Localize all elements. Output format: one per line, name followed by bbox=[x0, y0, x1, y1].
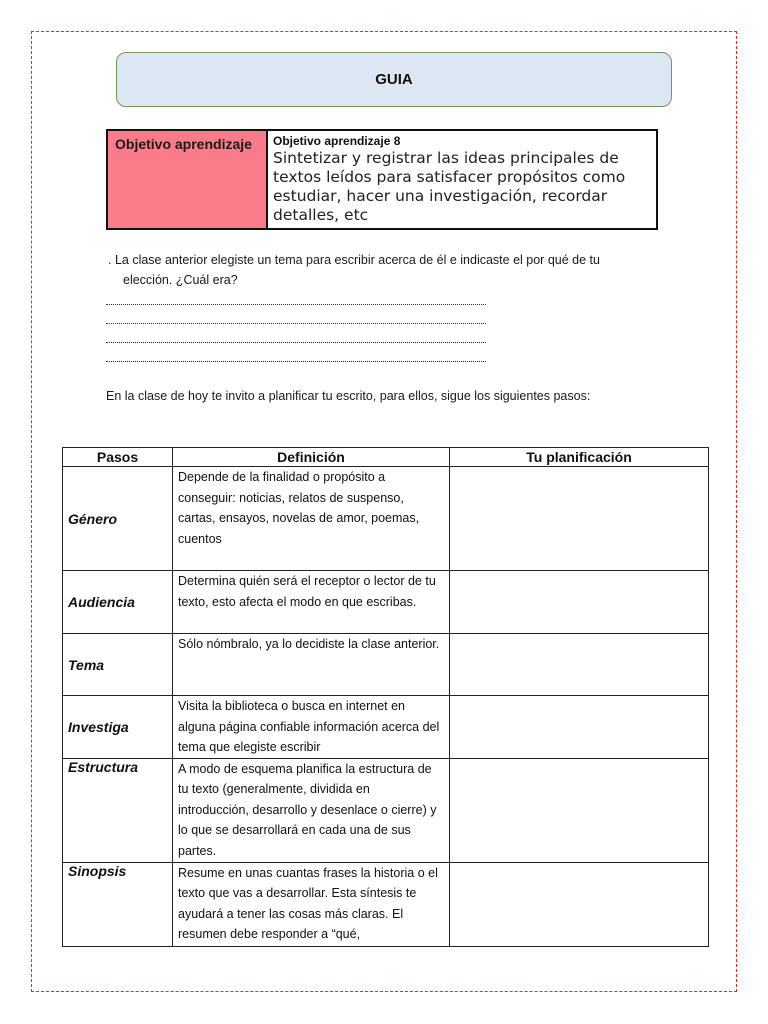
header-definicion: Definición bbox=[173, 448, 450, 467]
objetivo-table bbox=[106, 129, 658, 230]
page-title: GUIA bbox=[375, 71, 413, 88]
answer-dotted-line[interactable] bbox=[106, 328, 486, 343]
step-name: Género bbox=[63, 467, 173, 571]
objetivo-label: Objetivo aprendizaje bbox=[108, 131, 268, 228]
table-row bbox=[63, 571, 709, 634]
step-definition: A modo de esquema planifica la estructura de tu texto (generalmente, dividida en introducción, desarrollo y desenlace o cierre) y lo que se desarrollará en cada una de sus partes. bbox=[173, 758, 450, 862]
intro-text: En la clase de hoy te invito a planificar tu escrito, para ellos, sigue los siguientes pasos: bbox=[106, 389, 591, 403]
table-row bbox=[63, 862, 709, 946]
step-definition: Depende de la finalidad o propósito a conseguir: noticias, relatos de suspenso, cartas, ensayos, novelas de amor, poemas, cuentos bbox=[173, 467, 450, 571]
plan-cell[interactable] bbox=[450, 634, 709, 696]
answer-dotted-line[interactable] bbox=[106, 290, 486, 305]
step-definition: Resume en unas cuantas frases la historia o el texto que vas a desarrollar. Esta síntesis te ayudará a tener las cosas más claras. El resumen debe responder a “qué, bbox=[173, 862, 450, 946]
table-row bbox=[63, 634, 709, 696]
step-definition: Visita la biblioteca o busca en internet en alguna página confiable información acerca del tema que elegiste escribir bbox=[173, 696, 450, 759]
table-row bbox=[63, 467, 709, 571]
header-pasos: Pasos bbox=[63, 448, 173, 467]
question-text bbox=[108, 250, 668, 290]
guia-title-box bbox=[116, 52, 672, 107]
step-name: Investiga bbox=[63, 696, 173, 759]
step-definition: Sólo nómbralo, ya lo decidiste la clase anterior. bbox=[173, 634, 450, 696]
objetivo-description: Sintetizar y registrar las ideas principales de textos leídos para satisfacer propósitos como estudiar, hacer una investigación, recordar detalles, etc bbox=[273, 149, 626, 224]
step-name: Estructura bbox=[63, 758, 173, 862]
objetivo-content bbox=[268, 131, 656, 228]
step-name: Tema bbox=[63, 634, 173, 696]
objetivo-subtitle: Objetivo aprendizaje 8 bbox=[273, 134, 401, 148]
question-line-2: elección. ¿Cuál era? bbox=[123, 273, 238, 287]
table-row bbox=[63, 696, 709, 759]
step-name: Sinopsis bbox=[63, 862, 173, 946]
plan-cell[interactable] bbox=[450, 862, 709, 946]
plan-cell[interactable] bbox=[450, 696, 709, 759]
steps-table bbox=[62, 447, 709, 947]
step-definition: Determina quién será el receptor o lector de tu texto, esto afecta el modo en que escribas. bbox=[173, 571, 450, 634]
step-name: Audiencia bbox=[63, 571, 173, 634]
answer-dotted-line[interactable] bbox=[106, 347, 486, 362]
header-planificacion: Tu planificación bbox=[450, 448, 709, 467]
plan-cell[interactable] bbox=[450, 758, 709, 862]
plan-cell[interactable] bbox=[450, 467, 709, 571]
answer-dotted-line[interactable] bbox=[106, 309, 486, 324]
plan-cell[interactable] bbox=[450, 571, 709, 634]
table-row bbox=[63, 758, 709, 862]
question-line-1: . La clase anterior elegiste un tema para escribir acerca de él e indicaste el por qué de tu bbox=[108, 253, 600, 267]
table-header-row bbox=[63, 448, 709, 467]
